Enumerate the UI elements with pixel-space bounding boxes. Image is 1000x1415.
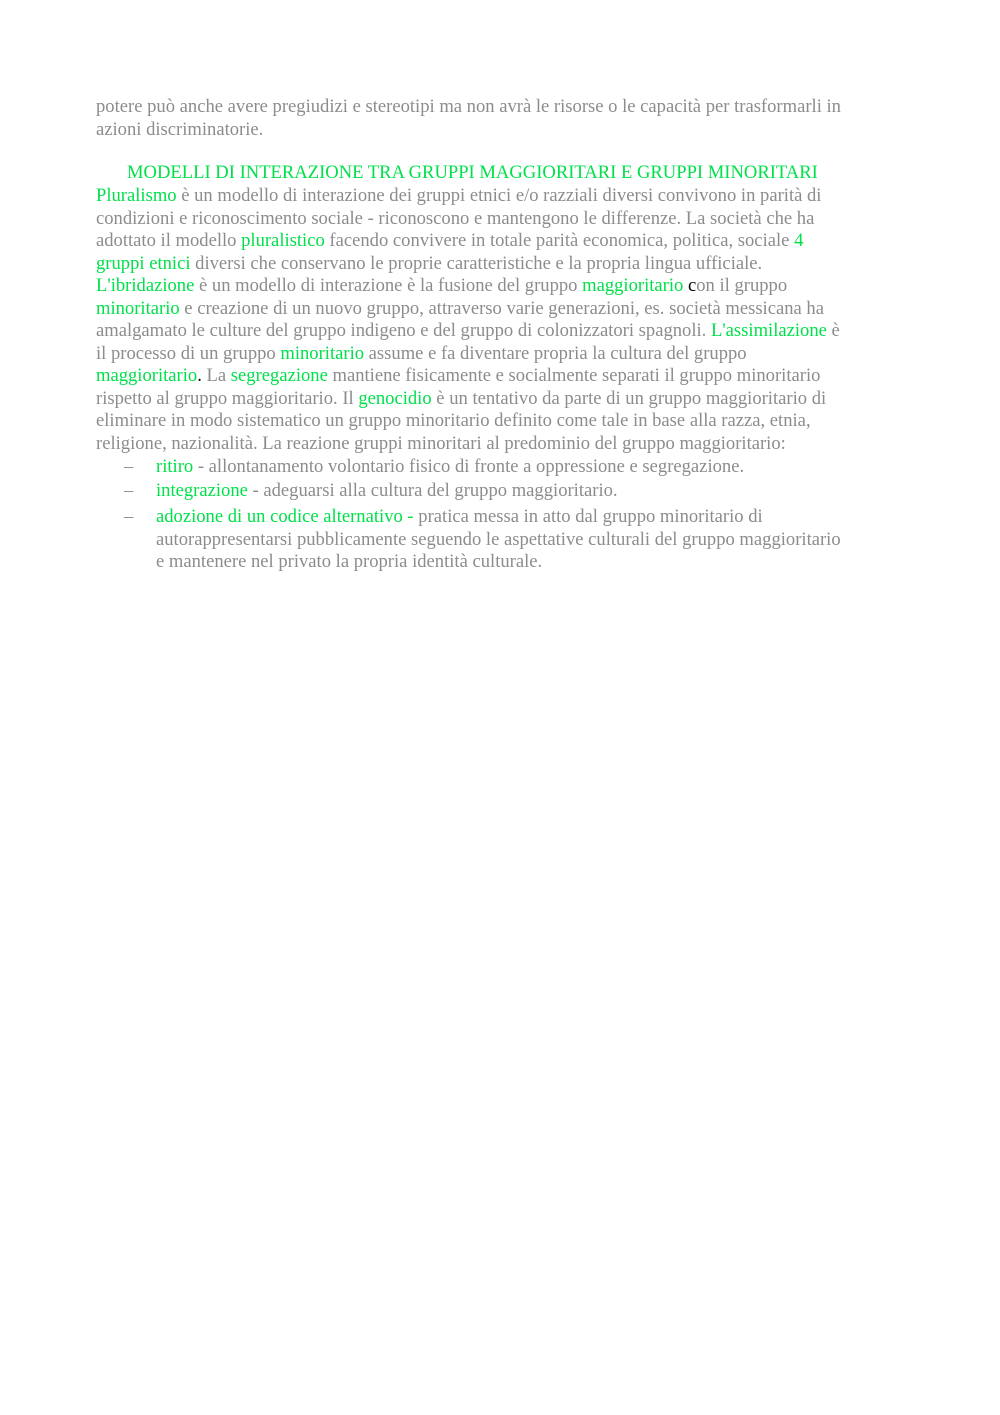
body-text: adottato il modello xyxy=(96,230,242,251)
body-line xyxy=(96,230,906,253)
term-ibridazione: L'ibridazione xyxy=(96,275,195,296)
term-pluralistico: pluralistico xyxy=(241,230,325,251)
body-text: è un modello di interazione dei gruppi etnici e/o razziali diversi convivono in parità di xyxy=(176,185,822,206)
body-line xyxy=(96,298,906,321)
list-item-line xyxy=(156,506,916,529)
body-text: - adeguarsi alla cultura del gruppo maggioritario. xyxy=(247,480,618,501)
term-minoritario: minoritario xyxy=(280,342,365,364)
body-line xyxy=(96,275,906,298)
body-text: amalgamato le culture del gruppo indigeno e del gruppo di colonizzatori spagnoli. xyxy=(96,320,711,341)
body-text-black: c xyxy=(683,275,697,296)
body-text: - allontanamento volontario fisico di fronte a oppressione e segregazione. xyxy=(193,456,745,477)
body-line xyxy=(96,320,906,343)
body-text: diversi che conservano le proprie caratteristiche e la propria lingua ufficiale. xyxy=(190,252,763,274)
list-item-line: autorappresentarsi pubblicamente seguendo le aspettative culturali del gruppo maggioritario xyxy=(156,528,841,550)
body-text: mantiene fisicamente e socialmente separati il gruppo minoritario xyxy=(327,365,821,386)
term-assimilazione: L'assimilazione xyxy=(710,320,827,341)
body-text: assume e fa diventare propria la cultura del gruppo xyxy=(364,342,747,364)
body-text: è xyxy=(826,320,840,341)
term-integrazione: integrazione xyxy=(156,480,248,501)
body-text: facendo convivere in totale parità economica, politica, sociale xyxy=(324,230,795,251)
term-maggioritario: maggioritario xyxy=(96,365,198,386)
term-maggioritario: maggioritario xyxy=(582,275,684,296)
term-pluralismo: Pluralismo xyxy=(96,185,177,206)
body-text: rispetto al gruppo maggioritario. Il xyxy=(96,387,359,409)
body-line xyxy=(96,343,906,366)
term-genocidio: genocidio xyxy=(358,387,432,409)
body-text: pratica messa in atto dal gruppo minoritario di xyxy=(413,506,763,527)
body-text: il processo di un gruppo xyxy=(96,342,281,364)
body-text: e creazione di un nuovo gruppo, attraverso varie generazioni, es. società messicana ha xyxy=(179,297,824,319)
list-item-line: e mantenere nel privato la propria identità culturale. xyxy=(156,551,543,572)
body-text: on il gruppo xyxy=(696,275,788,296)
body-text: religione, nazionalità. La reazione gruppi minoritari al predominio del gruppo maggioritario: xyxy=(96,432,786,454)
term-ritiro: ritiro xyxy=(156,456,194,477)
body-line xyxy=(96,410,906,433)
term-codice-alternativo: adozione di un codice alternativo - xyxy=(156,506,414,527)
list-item-text xyxy=(156,480,916,503)
body-line xyxy=(96,433,906,456)
body-text: è un tentativo da parte di un gruppo maggioritario di xyxy=(431,387,827,409)
body-line xyxy=(96,185,906,208)
body-text: è un modello di interazione è la fusione del gruppo xyxy=(194,275,583,296)
body-text: eliminare in modo sistematico un gruppo minoritario definito come tale in base alla razza, etnia, xyxy=(96,410,811,431)
intro-line: azioni discriminatorie. xyxy=(96,118,264,140)
body-line xyxy=(96,388,906,411)
term-gruppi-etnici: gruppi etnici xyxy=(96,252,191,274)
list-dash: – xyxy=(124,506,134,527)
section-title: MODELLI DI INTERAZIONE TRA GRUPPI MAGGIORITARI E GRUPPI MINORITARI xyxy=(127,162,818,183)
body-text: La xyxy=(201,365,231,386)
body-paragraph xyxy=(96,185,906,455)
body-line xyxy=(96,208,906,231)
term-minoritario: minoritario xyxy=(96,297,180,319)
body-text-black: . xyxy=(197,365,202,386)
term-4: 4 xyxy=(794,230,804,251)
intro-line: potere può anche avere pregiudizi e stereotipi ma non avrà le risorse o le capacità per trasformarli in xyxy=(96,96,841,117)
list-dash: – xyxy=(124,456,134,477)
list-item-text xyxy=(156,506,916,574)
list-dash: – xyxy=(124,480,134,501)
body-line xyxy=(96,365,906,388)
body-text: condizioni e riconoscimento sociale - riconoscono e mantengono le differenze. La società che ha xyxy=(96,207,815,229)
intro-paragraph xyxy=(96,96,906,141)
term-segregazione: segregazione xyxy=(230,365,328,386)
list-item-text xyxy=(156,456,916,479)
body-line xyxy=(96,253,906,276)
